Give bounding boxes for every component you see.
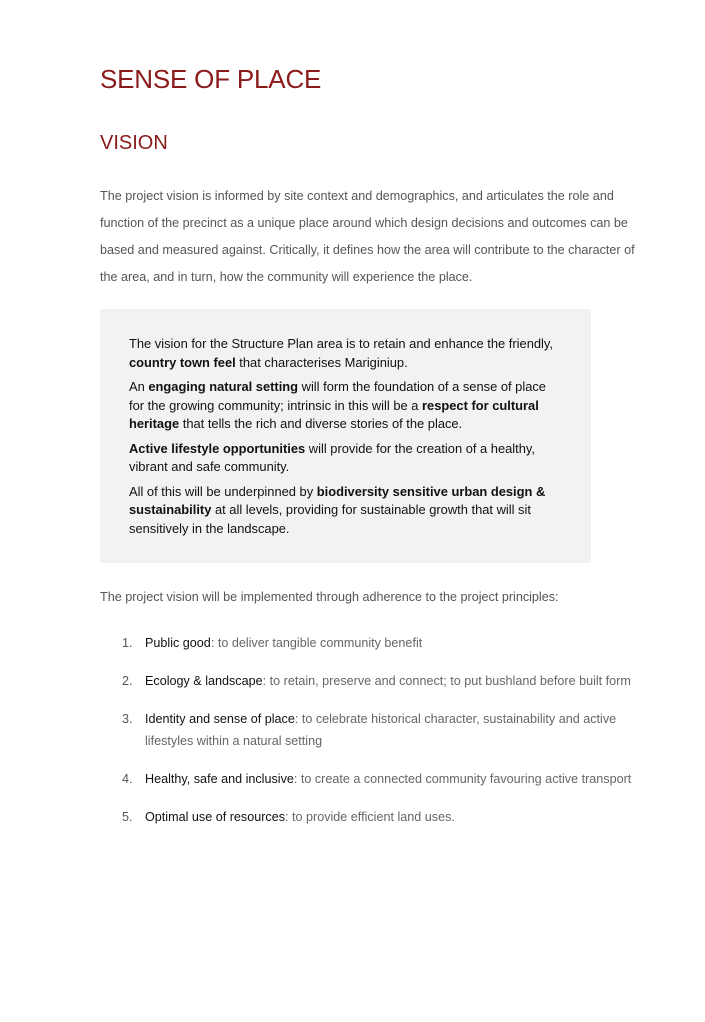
principle-description: : to retain, preserve and connect; to put bushland before built form [262, 674, 631, 688]
vision-text: The vision for the Structure Plan area is to retain and enhance the friendly, [129, 336, 553, 351]
principle-item [122, 806, 455, 828]
principle-item [122, 670, 631, 692]
vision-highlight: engaging natural setting [148, 379, 299, 394]
principle-term: Identity and sense of place [145, 712, 295, 726]
section-title-vision: VISION [100, 132, 168, 154]
principle-description: : to provide efficient land uses. [285, 810, 455, 824]
principle-description: : to deliver tangible community benefit [210, 636, 423, 650]
vision-text: will provide for the creation of a healthy, vibrant and safe community. [129, 440, 535, 474]
principle-term: Optimal use of resources [145, 810, 285, 824]
principle-number: 5. [122, 810, 133, 824]
principle-number: 1. [122, 636, 133, 650]
vision-text: at all levels, providing for sustainable growth that will sit sensitively in the landscape. [129, 502, 531, 536]
vision-paragraph-4 [129, 483, 561, 539]
vision-highlight: biodiversity sensitive urban design & sustainability [129, 483, 546, 517]
vision-text: that characterises Mariginiup. [235, 354, 408, 370]
principle-item [122, 768, 631, 790]
vision-text: All of this will be underpinned by [129, 483, 317, 499]
principle-number: 3. [122, 712, 133, 726]
vision-highlight: Active lifestyle opportunities [129, 440, 306, 456]
principle-item [122, 708, 616, 752]
vision-highlight: country town feel [129, 354, 236, 370]
principle-term: Ecology & landscape [145, 674, 263, 688]
principle-number: 2. [122, 674, 133, 688]
intro-paragraph: The project vision is informed by site context and demographics, and articulates the role and function of the precinct as a unique place around which design decisions and outcomes can be based and measured against. Critically, it defines how the area will contribute to the character of the area, and in turn, how the community will experience the place. [100, 189, 635, 284]
vision-paragraph-3 [129, 440, 561, 477]
principles-intro: The project vision will be implemented through adherence to the project principles: [100, 590, 559, 604]
principle-description: : to create a connected community favouring active transport [293, 772, 632, 786]
vision-text: that tells the rich and diverse stories of the place. [179, 416, 463, 431]
page-title: SENSE OF PLACE [100, 64, 322, 94]
vision-highlight: respect for cultural heritage [129, 397, 539, 431]
principle-description-cont: lifestyles within a natural setting [145, 734, 323, 748]
vision-paragraph-1 [129, 335, 561, 372]
vision-text: An [129, 379, 149, 394]
principle-number: 4. [122, 772, 133, 786]
vision-statement-box [100, 309, 591, 563]
principle-item [122, 632, 422, 654]
principle-term: Public good [145, 636, 211, 650]
vision-paragraph-2 [129, 378, 561, 434]
principle-term: Healthy, safe and inclusive [145, 772, 294, 786]
vision-text: will form the foundation of a sense of place for the growing community; intrinsic in this will be a [129, 379, 546, 413]
principle-description: : to celebrate historical character, sustainability and active [294, 712, 617, 726]
